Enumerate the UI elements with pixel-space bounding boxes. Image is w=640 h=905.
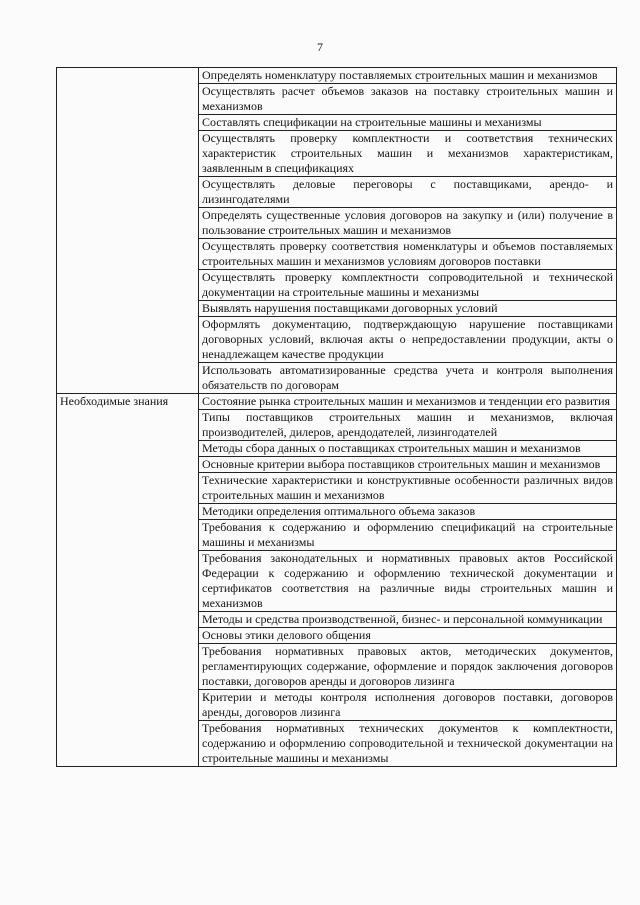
table-cell-item: Использовать автоматизированные средства учета и контроля выполнения обязательств по договорам [199,363,617,394]
table-cell-item: Основы этики делового общения [199,628,617,644]
table-cell-item: Осуществлять проверку комплектности сопроводительной и технической документации на строительные машины и механизмы [199,270,617,301]
table-cell-item: Состояние рынка строительных машин и механизмов и тенденции его развития [199,394,617,410]
table-cell-item: Оформлять документацию, подтверждающую нарушение поставщиками договорных условий, включая акты о непредоставлении продукции, акты о ненадлежащем качестве продукции [199,317,617,363]
table-row [57,68,617,84]
table-cell-item: Требования к содержанию и оформлению спецификаций на строительные машины и механизмы [199,520,617,551]
table-cell-item: Методики определения оптимального объема заказов [199,504,617,520]
table-row [57,394,617,410]
table-cell-item: Методы и средства производственной, бизнес- и персональной коммуникации [199,612,617,628]
table-cell-item: Требования законодательных и нормативных правовых актов Российской Федерации к содержанию и оформлению технической документации и сертификатов соответствия на различные виды строительных машин и механизмов [199,551,617,612]
section-label [57,68,199,394]
table-cell-item: Осуществлять проверку комплектности и соответствия технических характеристик строительных машин и механизмов характеристикам, заявленным в спецификациях [199,131,617,177]
table-cell-item: Составлять спецификации на строительные машины и механизмы [199,115,617,131]
table-cell-item: Требования нормативных технических документов к комплектности, содержанию и оформлению сопроводительной и технической документации на строительные машины и механизмы [199,721,617,767]
requirements-table [56,67,617,767]
table-cell-item: Основные критерии выбора поставщиков строительных машин и механизмов [199,457,617,473]
table-cell-item: Определять номенклатуру поставляемых строительных машин и механизмов [199,68,617,84]
table-cell-item: Выявлять нарушения поставщиками договорных условий [199,301,617,317]
table-cell-item: Критерии и методы контроля исполнения договоров поставки, договоров аренды, договоров лизинга [199,690,617,721]
table-cell-item: Осуществлять расчет объемов заказов на поставку строительных машин и механизмов [199,84,617,115]
table-cell-item: Осуществлять деловые переговоры с поставщиками, арендо- и лизингодателями [199,177,617,208]
table-cell-item: Определять существенные условия договоров на закупку и (или) получение в пользование строительных машин и механизмов [199,208,617,239]
section-label: Необходимые знания [57,394,199,767]
table-cell-item: Технические характеристики и конструктивные особенности различных видов строительных машин и механизмов [199,473,617,504]
table-cell-item: Осуществлять проверку соответствия номенклатуры и объемов поставляемых строительных машин и механизмов условиям договоров поставки [199,239,617,270]
page-number: 7 [317,40,323,54]
table-cell-item: Методы сбора данных о поставщиках строительных машин и механизмов [199,441,617,457]
table-cell-item: Типы поставщиков строительных машин и механизмов, включая производителей, дилеров, арендодателей, лизингодателей [199,410,617,441]
table-cell-item: Требования нормативных правовых актов, методических документов, регламентирующих содержание, оформление и порядок заключения договоров поставки, договоров аренды и договоров лизинга [199,644,617,690]
